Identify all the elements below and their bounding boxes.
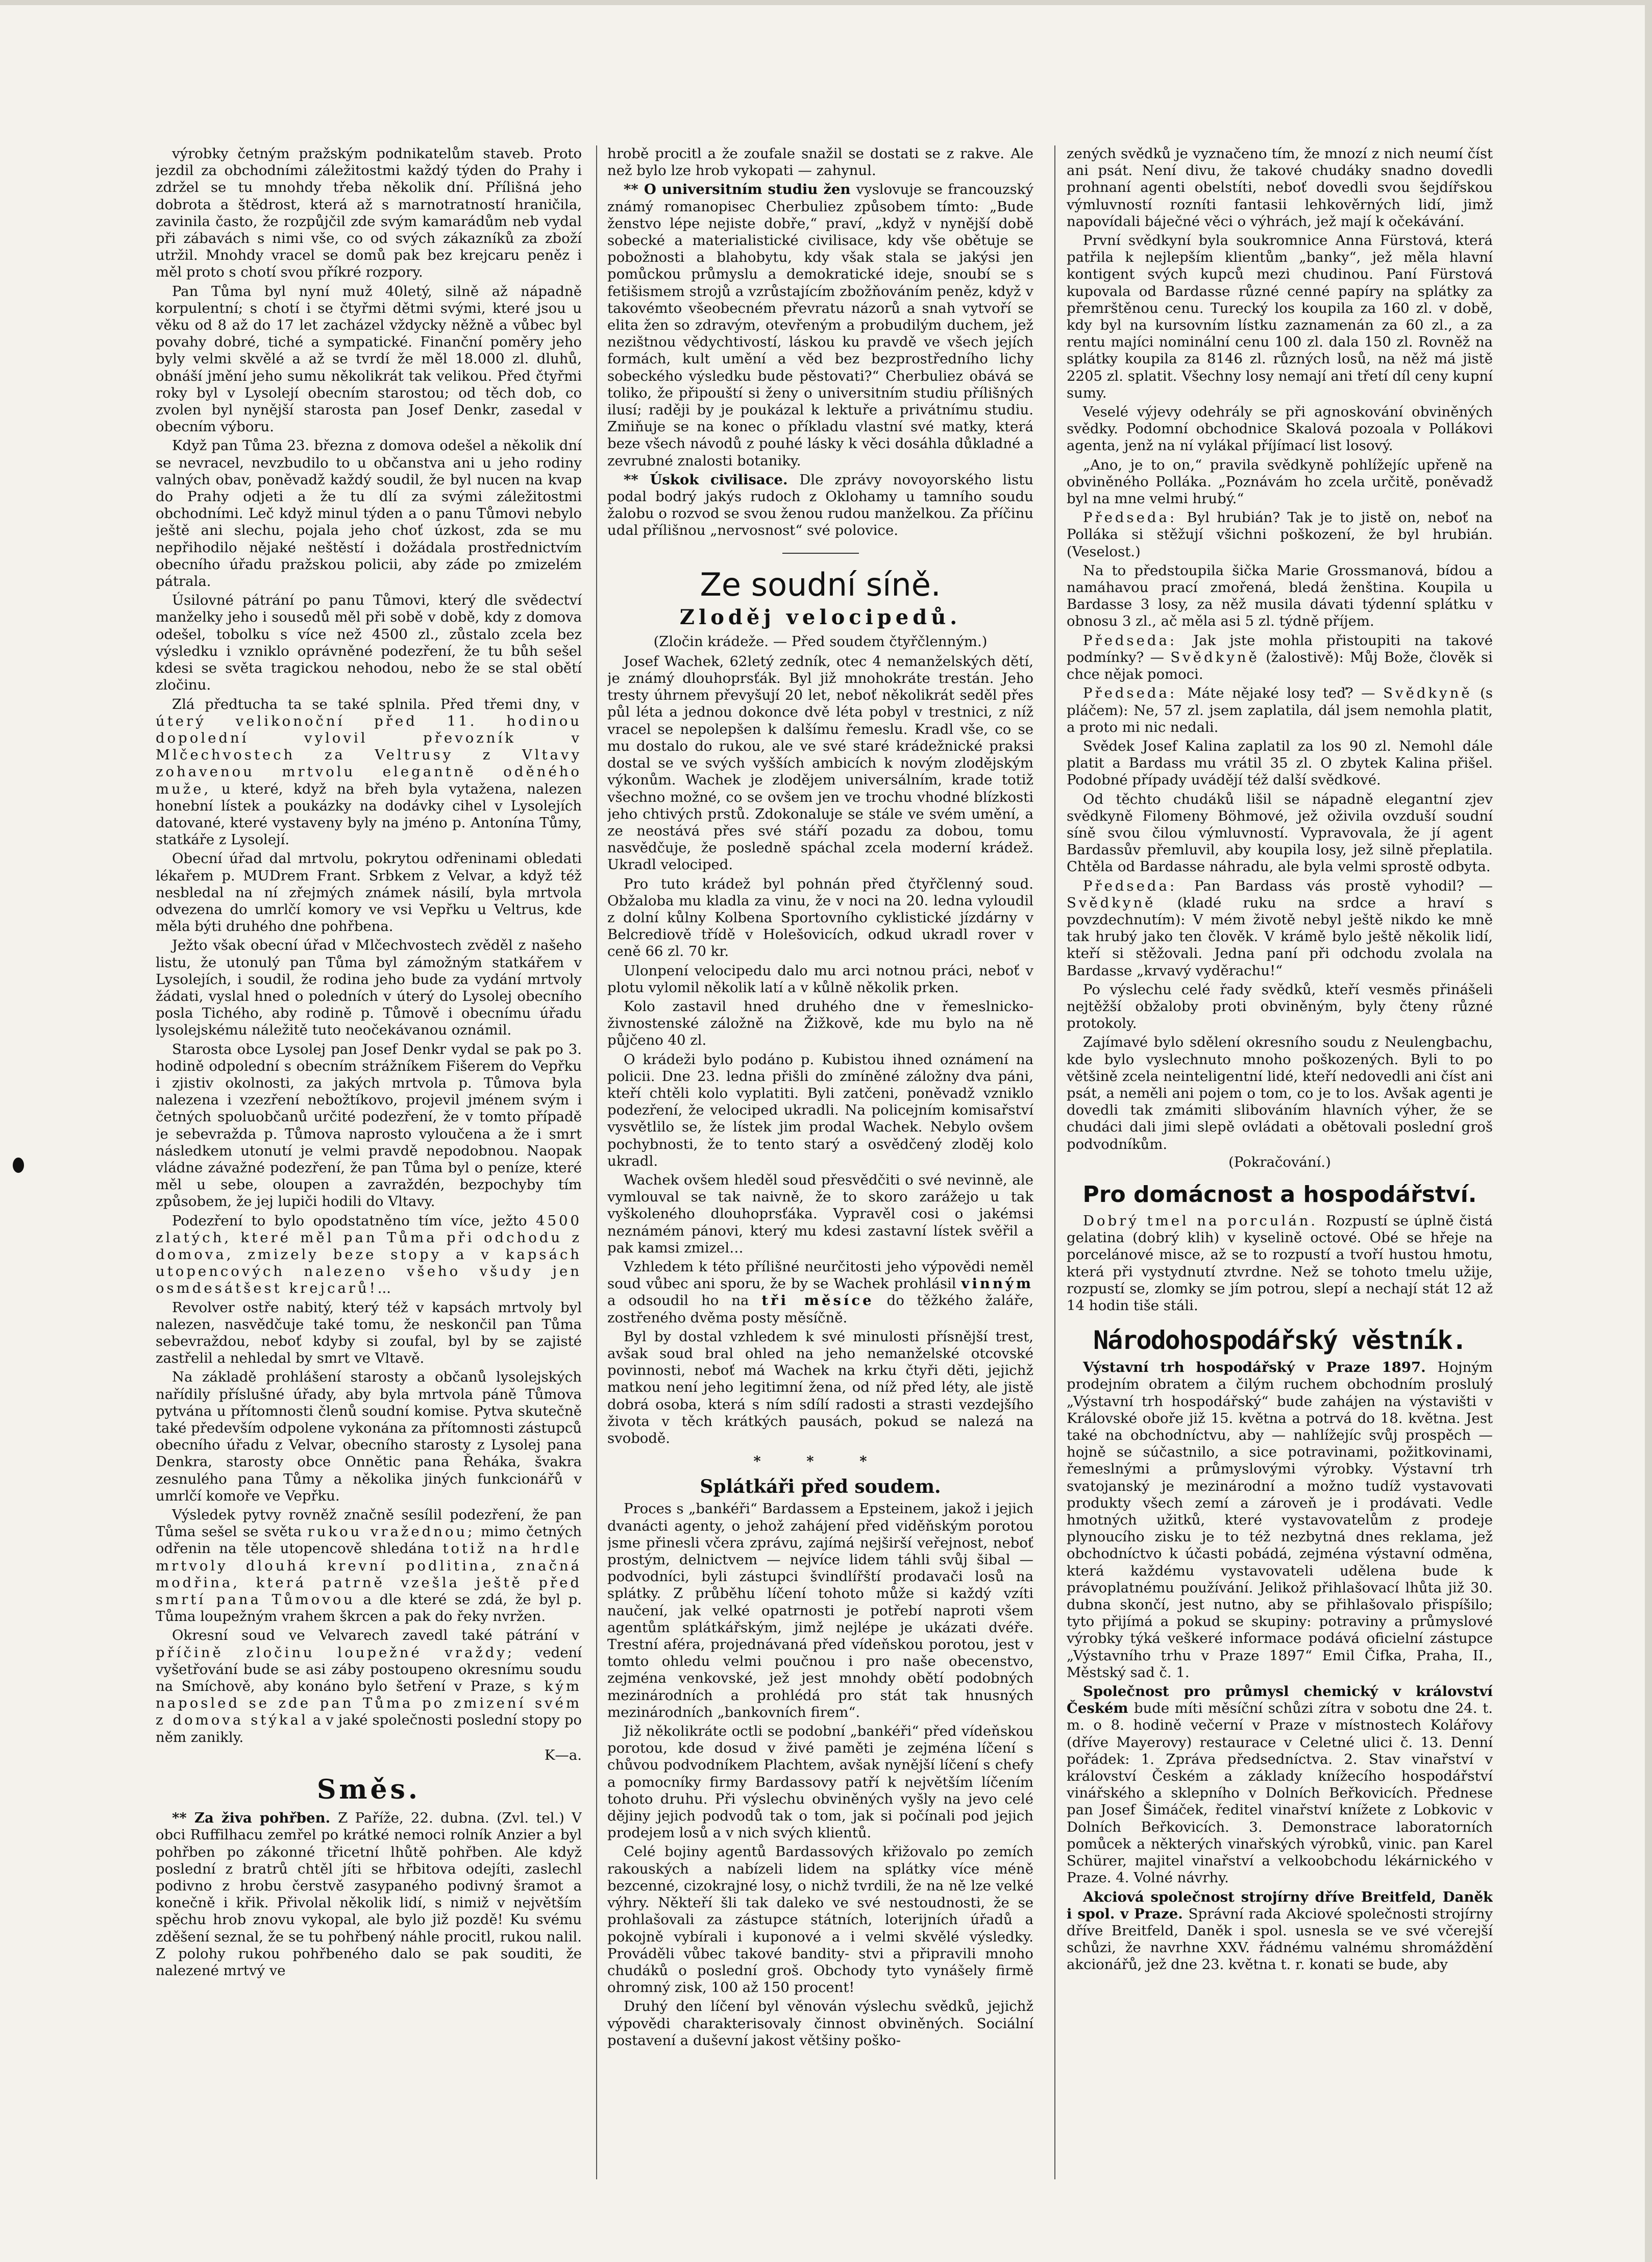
text-run: a dle které se zdá, že byl p. Tůma loupežným vrahem škrcen a pak do řeky nvržen. [156, 1591, 582, 1625]
item-heading: Dobrý tmel na porculán. [1083, 1212, 1326, 1229]
column-2 [607, 145, 1033, 2179]
column-3 [1067, 145, 1493, 2179]
spaced-text: v úterý velikonoční před 11. hodinou dopolední vylovil převozník v Mlčechvostech za Veltrusy z Vltavy zohavenou mrtvolu elegantně oděného muže, [156, 696, 582, 797]
page-edge-top [0, 0, 1652, 5]
text-run: vyslovuje se francouzský známý romanopisec Cherbuliez způsobem tímto: „Bude ženstvo lépe nejiste dobře,“ praví, „když v nynější době sobecké a materialistické civilisace, kdy vše obětuje se pobožnosti a blahobytu, kdy však stala se jakýsi jen pomůckou průmyslu a demokratické ideje, snoubí se s fetišismem strojů a vzrůstajícím zbožňováním peněz, když v takovémto všeobecném převratu názorů a snah vytvoří se elita žen so zdravým, otevřeným a probudilým duchem, jež nezištnou vědychtivostí, láskou ku pravdě ve všech jejích formách, kult umění a věd bez bezprostředního lichy sobeckého výsledku bude pěstovati?“ Cherbuliez obává se toliko, že připouští si ženy o universitním studiu přílišných ilusí; raději by je poukázal k lektuře a privátnímu studiu. Zmiňuje se na konec o příkladu vlastní své matky, která beze všech návodů z pouhé lásky k věci dosáhla důkladné a zevrubné znalosti botaniky. [607, 181, 1033, 469]
paragraph [1067, 878, 1493, 979]
paragraph [1067, 1359, 1493, 1681]
section-title-household: Pro domácnost a hospodářství. [1082, 1181, 1477, 1208]
paragraph: Ježto však obecní úřad v Mlčechvostech zvěděl z našeho listu, že utonulý pan Tůma byl zámožným statkářem v Lysolejích, i soudil, že rodina jeho bude za vydání mrtvoly žádati, vyslal hned o poledních v úterý do Lysolej obecního posla Tichého, aby rodině p. Tůmově i obecnímu úřadu lysolejskému náležitě tuto neočekávanou oznámil. [156, 937, 582, 1039]
paragraph: Pan Tůma byl nyní muž 40letý, silně až nápadně korpulentní; s chotí i se čtyřmi dětmi svými, které jsou u věku od 8 až do 17 let zacházel vždycky něžně a vůbec byl povahy dobré, tiché a sympatické. Finanční poměry jeho byly velmi skvělé a až se tvrdí že měl 18.000 zl. dluhů, obnáší jmění jeho sumu několikrát tak velikou. Před čtyřmi roky byl v Lysolejí obecním starostou; od těch dob, co zvolen byl nynější starosta pan Josef Denkr, zasedal v obecním výboru. [156, 283, 582, 435]
paragraph [1067, 632, 1493, 683]
paragraph [607, 1259, 1033, 1326]
item-heading: ** Za živa pohřben. [172, 1810, 338, 1827]
text-run: a odsoudil ho na [607, 1292, 762, 1309]
paragraph: výrobky četným pražským podnikatelům staveb. Proto jezdil za obchodními záležitostmi každý týden do Prahy i zdržel se tu mnohdy třeba několik dní. Přílišná jeho dobrota a štědrost, která až s marnotratností hraničila, zavinila často, že rozpůjčil zde svým kamarádům neb vydal při zábavách s nimi vše, co od svých zákazníků za zboží utržil. Mnohdy vracel se domů pak bez krejcaru peněz i měl proto s chotí svou příkré rozpory. [156, 145, 582, 281]
section-title-smes: Směs. [316, 1774, 421, 1806]
text-run: a v jaké společnosti poslední stopy po něm zanikly. [156, 1712, 582, 1745]
binding-hole-mark [13, 1158, 24, 1173]
column-1 [156, 145, 582, 2179]
text-run: Pan Bardass vás prostě vyhodil? — [1194, 877, 1493, 894]
paragraph: Zajímavé bylo sdělení okresního soudu z Neulengbachu, kde bylo vyslechnuto mnoho poškozených. Byli to po většině zcela neinteligentní lidé, kteří nedovedli ani číst ani psát, a neměli ani pojem o tom, co je to los. Avšak agenti je dovedli tak zmámiti slibováním hlavních výher, že se chudáci dali jimi slepě ovládati a obětovali poslední groš podvodníkům. [1067, 1034, 1493, 1152]
paragraph: Úsilovné pátrání po panu Tůmovi, který dle svědectví manželky jeho i sousedů měl při sobě v době, kdy z domova odešel, tobolku s více než 4500 zl., zůstalo zcela bez výsledku i vzniklo oprávněné podezření, že tu bůh sešel kdesi se světa tragickou nehodou, nebo že se stal obětí zločinu. [156, 592, 582, 694]
paragraph: „Ano, je to on,“ pravila svědkyně pohlížejíc upřeně na obviněného Polláka. „Poznávám ho zcela určitě, poněvadž byl na mne velmi hrubý.“ [1067, 456, 1493, 507]
text-run: Máte nějaké losy teď? — [1187, 685, 1384, 702]
spaced-text: vinným [961, 1275, 1033, 1292]
text-run: Dle zprávy novoyorského listu podal bodrý jakýs rudoch z Oklohamy u tamního soudu žalobu o rozvod se svou ženou rudou manželkou. Za příčinu udal přílišnou „nervosnost“ své polovice. [607, 471, 1033, 539]
column-rule [596, 145, 597, 2179]
section-title-economy: Národohospodářský věstník. [1093, 1325, 1466, 1356]
paragraph: Pro tuto krádež byl pohnán před čtyřčlenný soud. Obžaloba mu kladla za vinu, že v noci na 20. ledna vyloudil z dolní kůlny Kolbena Sportovního cyklistické jízdárny v Belcrediově třídě v Holešovicích, odkud ukradl rover v ceně 66 zl. 70 kr. [607, 875, 1033, 960]
article-title-bicycle-thief: Zloděj velocipedů. [679, 605, 961, 629]
divider [782, 553, 859, 554]
paragraph [607, 472, 1033, 539]
text-run: mimo četných odřenin na těle utopencově shledána [156, 1523, 582, 1557]
text-run: u které, když na břeh byla vytažena, nalezen honební lístek a poukázky na dodávky cihel v Lysolejích datované, které vystaveny byly na jméno p. Antonína Tůmy, statkáře z Lysolejí. [156, 780, 582, 848]
text-run: (žalostivě): Můj Bože, člověk si chce nějak pomoci. [1067, 649, 1493, 683]
spaced-text: s kým naposled se zde pan Tůma po zmizení svém z domova stýkal [156, 1678, 582, 1729]
page-edge-right [1645, 0, 1652, 2262]
paragraph [1067, 1889, 1493, 1974]
text-run: bude míti měsíční schůzi zítra v sobotu dne 24. t. m. o 8. hodině večerní v Praze v místnostech Kolářovy (dříve Mayerovy) restaurace v Celetné ulici č. 13. Denní pořádek: 1. Zpráva předsedníctva. 2. Stav vinařství v království Českém a základy knížecího hospodářství vinářského a sklepního v Dolních Beřkovicích. Přednese pan Josef Šimáček, ředitel vinařství knížete z Lobkovic v Dolních Beřkovicích. 3. Demonstrace laboratorních pomůcek a některých vinařských výrobků, vinic. pan Karel Schürer, majitel vinařství a velkoobchodu lékárnického v Praze. 4. Volné návrhy. [1067, 1700, 1493, 1886]
paragraph: Když pan Tůma 23. března z domova odešel a několik dní se nevracel, nevzbudilo to u občanstva ani u jeho rodiny valných obav, poněvadž každý soudil, že byl nucen na kvap do Prahy odjeti a že tu dlí za svými záležitostmi obchodními. Leč když minul týden a o panu Tůmovi nebylo ještě ani slechu, pojala jeho choť úzkost, zda se mu nepřihodilo nějaké neštěstí i dožádala prostřednictvím obecního úřadu pražskou policii, aby záde po zmizelém pátrala. [156, 437, 582, 590]
text-run: (kladé ruku na srdce a hraví s povzdechnutím): V mém životě nebyl ještě nikdo ke mně tak hrubý jako ten člověk. V krámě bylo ještě několik lidí, kteří si stěžovali. Jedna paní při odchodu zvolala na Bardasse „krvavý vyděrachu!“ [1067, 894, 1493, 979]
section-title-court: Ze soudní síně. [700, 566, 941, 603]
text-run: Zlá předtucha ta se také splnila. Před třemi dny, [172, 696, 572, 712]
paragraph: První svědkyní byla soukromnice Anna Fürstová, která patřila k nejlepším klientům „banky“, jež měla hlavní kontigent svých kupců mezi chudinou. Paní Fürstová kupovala od Bardasse různé cenné papíry na splátky za přemrštěnou cenu. Turecký los koupila za 160 zl. v době, kdy byl na kursovním lístku zaznamenán za 60 zl., a za rentu majíci nominální cenu 100 zl. dala 150 zl. Rovněž na splátky koupila za 8146 zl. různých losů, na něž má jistě 2205 zl. splatit. Všechny losy nemají ani třetí díl ceny kupní sumy. [1067, 232, 1493, 401]
paragraph: Revolver ostře nabitý, který též v kapsách mrtvoly byl nalezen, nasvědčuje také tomu, že neskončil pan Tůma sebevraždou, neboť kdyby si zoufal, byl by se zajisté zastřelil a nehledal by smrt ve Vltavě. [156, 1299, 582, 1367]
spaced-text: totiž na hrdle mrtvoly dlouhá krevní podlitina, značná modřina, která patrně vzešla ještě před smrtí pana Tůmovou [156, 1540, 582, 1608]
paragraph: Kolo zastavil hned druhého dne v řemeslnicko-živnostenské záložně na Žižkově, kde mu bylo na ně půjčeno 40 zl. [607, 998, 1033, 1049]
spaced-text: v příčině zločinu loupežné vraždy; [156, 1627, 582, 1661]
paragraph [1067, 1213, 1493, 1314]
paragraph: Byl by dostal vzhledem k své minulosti přísnější trest, avšak soud bral ohled na jeho nemanželské otcovské povinnosti, neboť má Wachek na krku čtyři děti, jejichž matkou není jeho legitimní žena, od níž před léty, ale jistě dobrá osoba, která s ním sdílí radosti a strasti vezdejšího života v těch krátkých pausách, pokud se nalezá na svobodě. [607, 1328, 1033, 1447]
speaker-label: Svědkyně [1170, 649, 1260, 666]
text-run: (s pláčem): Ne, 57 zl. jsem zaplatila, dál jsem nemohla platit, a proto mi nic nedali. [1067, 685, 1493, 735]
paragraph: Starosta obce Lysolej pan Josef Denkr vydal se pak po 3. hodině odpolední s obecním strážníkem Fišerem do Vepřku i zjistiv okolnosti, za jakých mrtvola p. Tůmova byla nalezena i vzezření nebožtíkovo, projevil jménem svým i četných spoluobčanů určité podezření, že v tomto případě je sebevražda p. Tůmova naprosto vyloučena a že i smrt následkem utonutí je velmi pravdě nepodobnou. Naopak vládne závažné podezření, že pan Tůma byl o peníze, které měl u sebe, oloupen a zavraždén, bezpochyby tím způsobem, že jej lupiči hodili do Vltavy. [156, 1041, 582, 1210]
paragraph: Již několikráte octli se podobní „bankéři“ před vídeňskou porotou, kde dosud v živé paměti je zejména líčení s chůvou podvodníkem Plachtem, avšak nynější líčení s chefy a pomocníky firmy Bardassovy patří k největším líčením tohoto druhu. Při výslechu obviněných vyšly na jevo celé dějiny jejich podvodů tak o tom, jak si počínali pod jejich prodejem losů a v nich svých klientů. [607, 1723, 1033, 1841]
paragraph: zených svědků je vyznačeno tím, že mnozí z nich neumí číst ani psát. Není divu, že takové chudáky snadno dovedli prohnaní agenti obelstíti, neboť dovedli svou šejdířskou výmluvností rozníti fantasii lehkověrných lidí, jimž napovídali báječné věci o výhrách, jež mají k očekávání. [1067, 145, 1493, 230]
item-heading: Akciová společnost strojírny dříve Breitfeld, Daněk i spol. v Praze. [1067, 1888, 1493, 1922]
paragraph [156, 1507, 582, 1625]
paragraph [1067, 685, 1493, 736]
text-run: Byl hrubián? Tak je to jistě on, neboť na Polláka si stěžují všichni poškození, že byl hrubián. (Veselost.) [1067, 509, 1493, 560]
paragraph: Wachek ovšem hleděl soud přesvědčiti o své nevinně, ale vymlouval se tak naivně, že to skoro zarážejo u tak vyškoleného dlouhoprsťáka. Vypravěl cosi o jakémsi neznámém pánovi, který mu kdesi zastavní lístek svěřil a pak kamsi zmizel… [607, 1171, 1033, 1256]
item-heading: Společnost pro průmysl chemický v království Českém [1067, 1683, 1493, 1717]
text-run: Rozpustí se úplně čistá gelatina (dobrý klih) v kyselině octové. Obé se hřeje na porcelánové misce, až se to rozpustí a tvoří hustou hmotu, která při vystydnutí ztvrdne. Než se tohoto tmelu užije, rozpustí se, zlomky se jím potrou, slepí a nechají stát 12 až 14 hodin tiše stáli. [1067, 1212, 1493, 1314]
text-run: vedení vyšetřování bude se asi záby postoupeno okresnímu soudu na Smíchově, aby konáno bylo šetření v Praze, [156, 1644, 582, 1695]
spaced-text: tři měsíce [761, 1292, 874, 1309]
paragraph: Na základě prohlášení starosty a občanů lysolejských nařídily příslušné úřady, aby byla mrtvola páně Tůmova pytvána u přítomnosti členů soudní komise. Pytva skutečně také především odpolene vykonána za přítomnosti zástupců obecního úřadu z Velvar, obecního starosty z Lysolej pana Denkra, starosty obce Onnětic pana Řeháka, švakra zesnulého pana Tůmy a několika jiných funkcionářů v umrlčí komoře ve Vepřku. [156, 1369, 582, 1504]
column-rule [1054, 145, 1055, 2179]
text-run: Hojným prodejním obratem a čilým ruchem obchodním proslulý „Výstavní trh hospodářský“ bude zahájen na výstavišti v Královské oboře již 15. května a potrvá do 18. května. Jest také na obchodníctvu, aby — nahlížejíc svůj prospěch — hojně se súčastnilo, a sice potravinami, požitkovinami, řemeslnými a průmyslovými výrobky. Výstavní trh svatojanský je mezinárodní a možno tudíž vystavovati produkty všech zemí a zároveň je i prodávati. Vedle hmotných užitků, které vystavovatelům z prodeje plynoucího zisku je to též nezbytná dnes reklama, jež obchodníctvo k účasti pobádá, zejména výstavní odměna, která každému vystavovateli udělena bude k právoplatnému používání. Jelikož přihlašovací lhůta již 30. dubna skončí, jest nutno, aby se přihlašovalo přispíšilo; tyto přijímá a pokud se skupiny: potraviny a průmyslové výrobky týká veškeré informace podává oficielní zástupce „Výstavního trhu v Praze 1897“ Emil Čifka, Praha, II., Městský sad č. 1. [1067, 1359, 1493, 1681]
speaker-label: Předseda: [1083, 632, 1194, 649]
section-separator: * * * [753, 1453, 887, 1470]
item-heading: ** O universitním studiu žen [624, 181, 856, 198]
spaced-text: 4500 zlatých, které měl pan Tůma při odchodu z domova, zmizely beze stopy a v kapsách utopencových nalezeno všeho všudy jen osmdesátšest krejcarů! [156, 1212, 582, 1297]
text-run: Jak jste mohla přistoupiti na takové podmínky? — [1067, 632, 1493, 666]
paragraph: Po výslechu celé řady svědků, kteří vesměs přinášeli nejtěžší obžaloby proti obviněným, byly čteny různé protokoly. [1067, 981, 1493, 1032]
text-run: Podezření to bylo opodstatněno tím více, ježto [172, 1212, 536, 1229]
paragraph: O krádeži bylo podáno p. Kubistou ihned oznámení na policii. Dne 23. ledna přišli do zmíněné záložny dva páni, kteří chtěli kolo vyplatiti. Byli zatčeni, poněvadž vzniklo podezření, že velociped ukradli. Na policejním komisařství vysvětlilo se, že lístek jim prodal Wachek. Nebylo ovšem pochybnosti, že to tento starý a osvědčený zloděj kolo ukradl. [607, 1051, 1033, 1169]
paragraph: Druhý den líčení byl věnován výslechu svědků, jejichž výpovědi charakterisovaly činnost obviněných. Sociální postavení a duševní jakost většiny poško- [607, 1998, 1033, 2049]
paragraph: hrobě procitl a že zoufale snažil se dostati se z rakve. Ale než bylo lze hrob vykopati — zahynul. [607, 145, 1033, 179]
speaker-label: Předseda: [1083, 877, 1194, 894]
paragraph [156, 1810, 582, 1979]
continuation-note: (Pokračování.) [1228, 1153, 1331, 1170]
text-run: ... [377, 1280, 391, 1297]
paragraph: Ulonpení velocipedu dalo mu arci notnou práci, neboť v plotu vylomil několik latí a v kůlně několik prken. [607, 962, 1033, 996]
spaced-text: rukou vražednou; [307, 1523, 475, 1540]
text-run: Z Paříže, 22. dubna. (Zvl. tel.) V obci Ruffilhacu zemřel po krátké nemoci rolník Anzier a byl pohřben po zákonné třicetní lhůtě pohřben. Ale když poslední z bratrů chtěl jíti se hřbitova odejíti, zaslechl podivno z hrobu čerstvě zasypaného podivný šramot a konečně i křik. Přivolal několik lidí, s nimiž v největším spěchu hrob znovu vykopal, ale bylo již pozdě! Ku svému zděšení seznal, že se tu pohřbený náhle procitl, rukou nalil. Z polohy rukou pohřbeného dalo se pak souditi, že nalezené mrtvý ve [156, 1810, 582, 1979]
paragraph [1067, 509, 1493, 560]
text-run: Vzhledem k této přílišné neurčitosti jeho výpovědi neměl soud vůbec ani sporu, že by se Wachek prohlásil [607, 1258, 1033, 1292]
paragraph [607, 181, 1033, 469]
item-heading: Výstavní trh hospodářský v Praze 1897. [1083, 1359, 1438, 1376]
text-run: Správní rada Akciové společnosti strojírny dříve Breitfeld, Daněk i spol. usnesla se ve své včerejší schůzi, že navrhne XXV. řádnému valnému shromáždění akcionářů, jež dne 23. května t. r. konati se bude, aby [1067, 1905, 1493, 1973]
speaker-label: Svědkyně [1383, 685, 1472, 702]
paragraph: Proces s „bankéři“ Bardassem a Epsteinem, jakož i jejich dvanácti agenty, o jehož zahájení před viděňským porotou jsme přinesli včera zprávu, zajímá nejširší veřejnost, neboť prostým, delnictvem — nejvíce lidem táhli svůj šibal — podvodníci, byli zástupci švindlířští prodavači losů na splátky. Z průběhu líčení tohoto může si každý vzíti naučení, jak velké opatrnosti je potřebí naproti všem agentům splátkářským, jimž nejlépe je ukázati dvéře. Trestní aféra, projednávaná před vídeňskou porotou, jest v tomto ohledu velmi poučnou i pro naše obecenstvo, zejména venkovské, jež jest mnohdy obětí podobných mezinárodních a prohlédá pro stát tak hnusných mezinárodních „bankovních firem“. [607, 1501, 1033, 1720]
paragraph [156, 696, 582, 849]
paragraph: Na to předstoupila šička Marie Grossmanová, bídou a namáhavou prací zmořená, bledá ženština. Koupila u Bardasse 3 losy, za něž musila dávati týdenní splátku v obnosu 3 zl., ač měla asi 5 zl. týdně příjem. [1067, 562, 1493, 630]
text-run: Výsledek pytvy rovněž značně sesílil podezření, že pan Tůma sešel se světa [156, 1507, 582, 1540]
speaker-label: Předseda: [1083, 685, 1188, 702]
speaker-label: Předseda: [1083, 509, 1187, 526]
article-subtitle: (Zločin krádeže. — Před soudem čtyřčlenným.) [653, 633, 988, 650]
text-run: do těžkého žaláře, zostřeného dvěma posty měsíčně. [607, 1292, 1033, 1326]
article-title-installment-sellers: Splátkáři před soudem. [700, 1476, 941, 1498]
paragraph: Veselé výjevy odehrály se při agnoskování obviněných svědky. Podomní obchodnice Skalová pozoala v Pollákovi agenta, jenž na ní vylákal příjímací list losový. [1067, 404, 1493, 454]
author-signature: K—a. [544, 1747, 582, 1763]
paragraph: Obecní úřad dal mrtvolu, pokrytou odřeninami obledati lékařem p. MUDrem Frant. Srbkem z Velvar, a když též nesbledal na ní zřejmých známek násilí, byla mrtvola odvezena do umrlčí komory ve vsi Vepřku u Veltrus, kde měla býti druhého dne pohřbena. [156, 850, 582, 935]
paragraph: Josef Wachek, 62letý zedník, otec 4 nemanželských dětí, je známý dlouhoprsťák. Byl již mnohokráte trestán. Jeho tresty úhrnem převyšují 20 let, neboť několikrát seděl přes půl léta a jednou dokonce dvě léta pobyl v trestnici, z níž vracel se nepolepšen k dalšímu řemeslu. Kradl vše, co se mu dostalo do rukou, ale ve své staré krádežnické praksi dostal se ve svých vyšších ambicích k novým zlodějským výkonům. Wachek je zlodějem universálním, krade totiž všechno možné, co se ovšem jen ve trochu vhodné blízkosti jeho chtivých prstů. Zdokonaluje se stále ve svém umění, a ze neostává přes své stáří pozadu za dobou, tomu nasvědčuje, že posledně spáchal zcela moderní krádež. Ukradl velociped. [607, 653, 1033, 873]
item-heading: ** Úskok civilisace. [624, 471, 800, 488]
paragraph: Celé bojiny agentů Bardassových křižovalo po zemích rakouských a nabízeli lidem na splátky více méně bezcenné, cizokrajné losy, o nichž tvrdili, že na ně lze velké výhry. Někteří šli tak daleko ve své nestoudnosti, že se prohlašovali za zástupce státních, loterijních úřadů a pokojně vybírali i kuponové a i velmi skvělé výsledky. Prováděli vůbec takové bandity- stvi a připravili mnoho chudáků o poslední groš. Obchody tyto vynášely firmě ohromný zisk, 100 až 150 procent! [607, 1843, 1033, 1996]
speaker-label: Svědkyně [1067, 894, 1156, 911]
paragraph [156, 1213, 582, 1297]
paragraph [156, 1627, 582, 1745]
paragraph: Svědek Josef Kalina zaplatil za los 90 zl. Nemohl dále platit a Bardass mu vrátil 35 zl. O zbytek Kalina přišel. Podobné případy uvádějí též další svědkové. [1067, 737, 1493, 789]
text-run: Okresní soud ve Velvarech zavedl také pátrání [172, 1627, 572, 1644]
paragraph: Od těchto chudáků lišil se nápadně elegantní zjev svědkyně Filomeny Böhmové, jež oživila ovzduší soudní síně svou čilou výmluvností. Vypravovala, že jí agent Bardassův přemluvil, aby koupila losy, jež silně přeplatila. Chtěla od Bardasse náhradu, ale byla velmi sprostě odbyta. [1067, 791, 1493, 875]
paragraph [1067, 1683, 1493, 1886]
